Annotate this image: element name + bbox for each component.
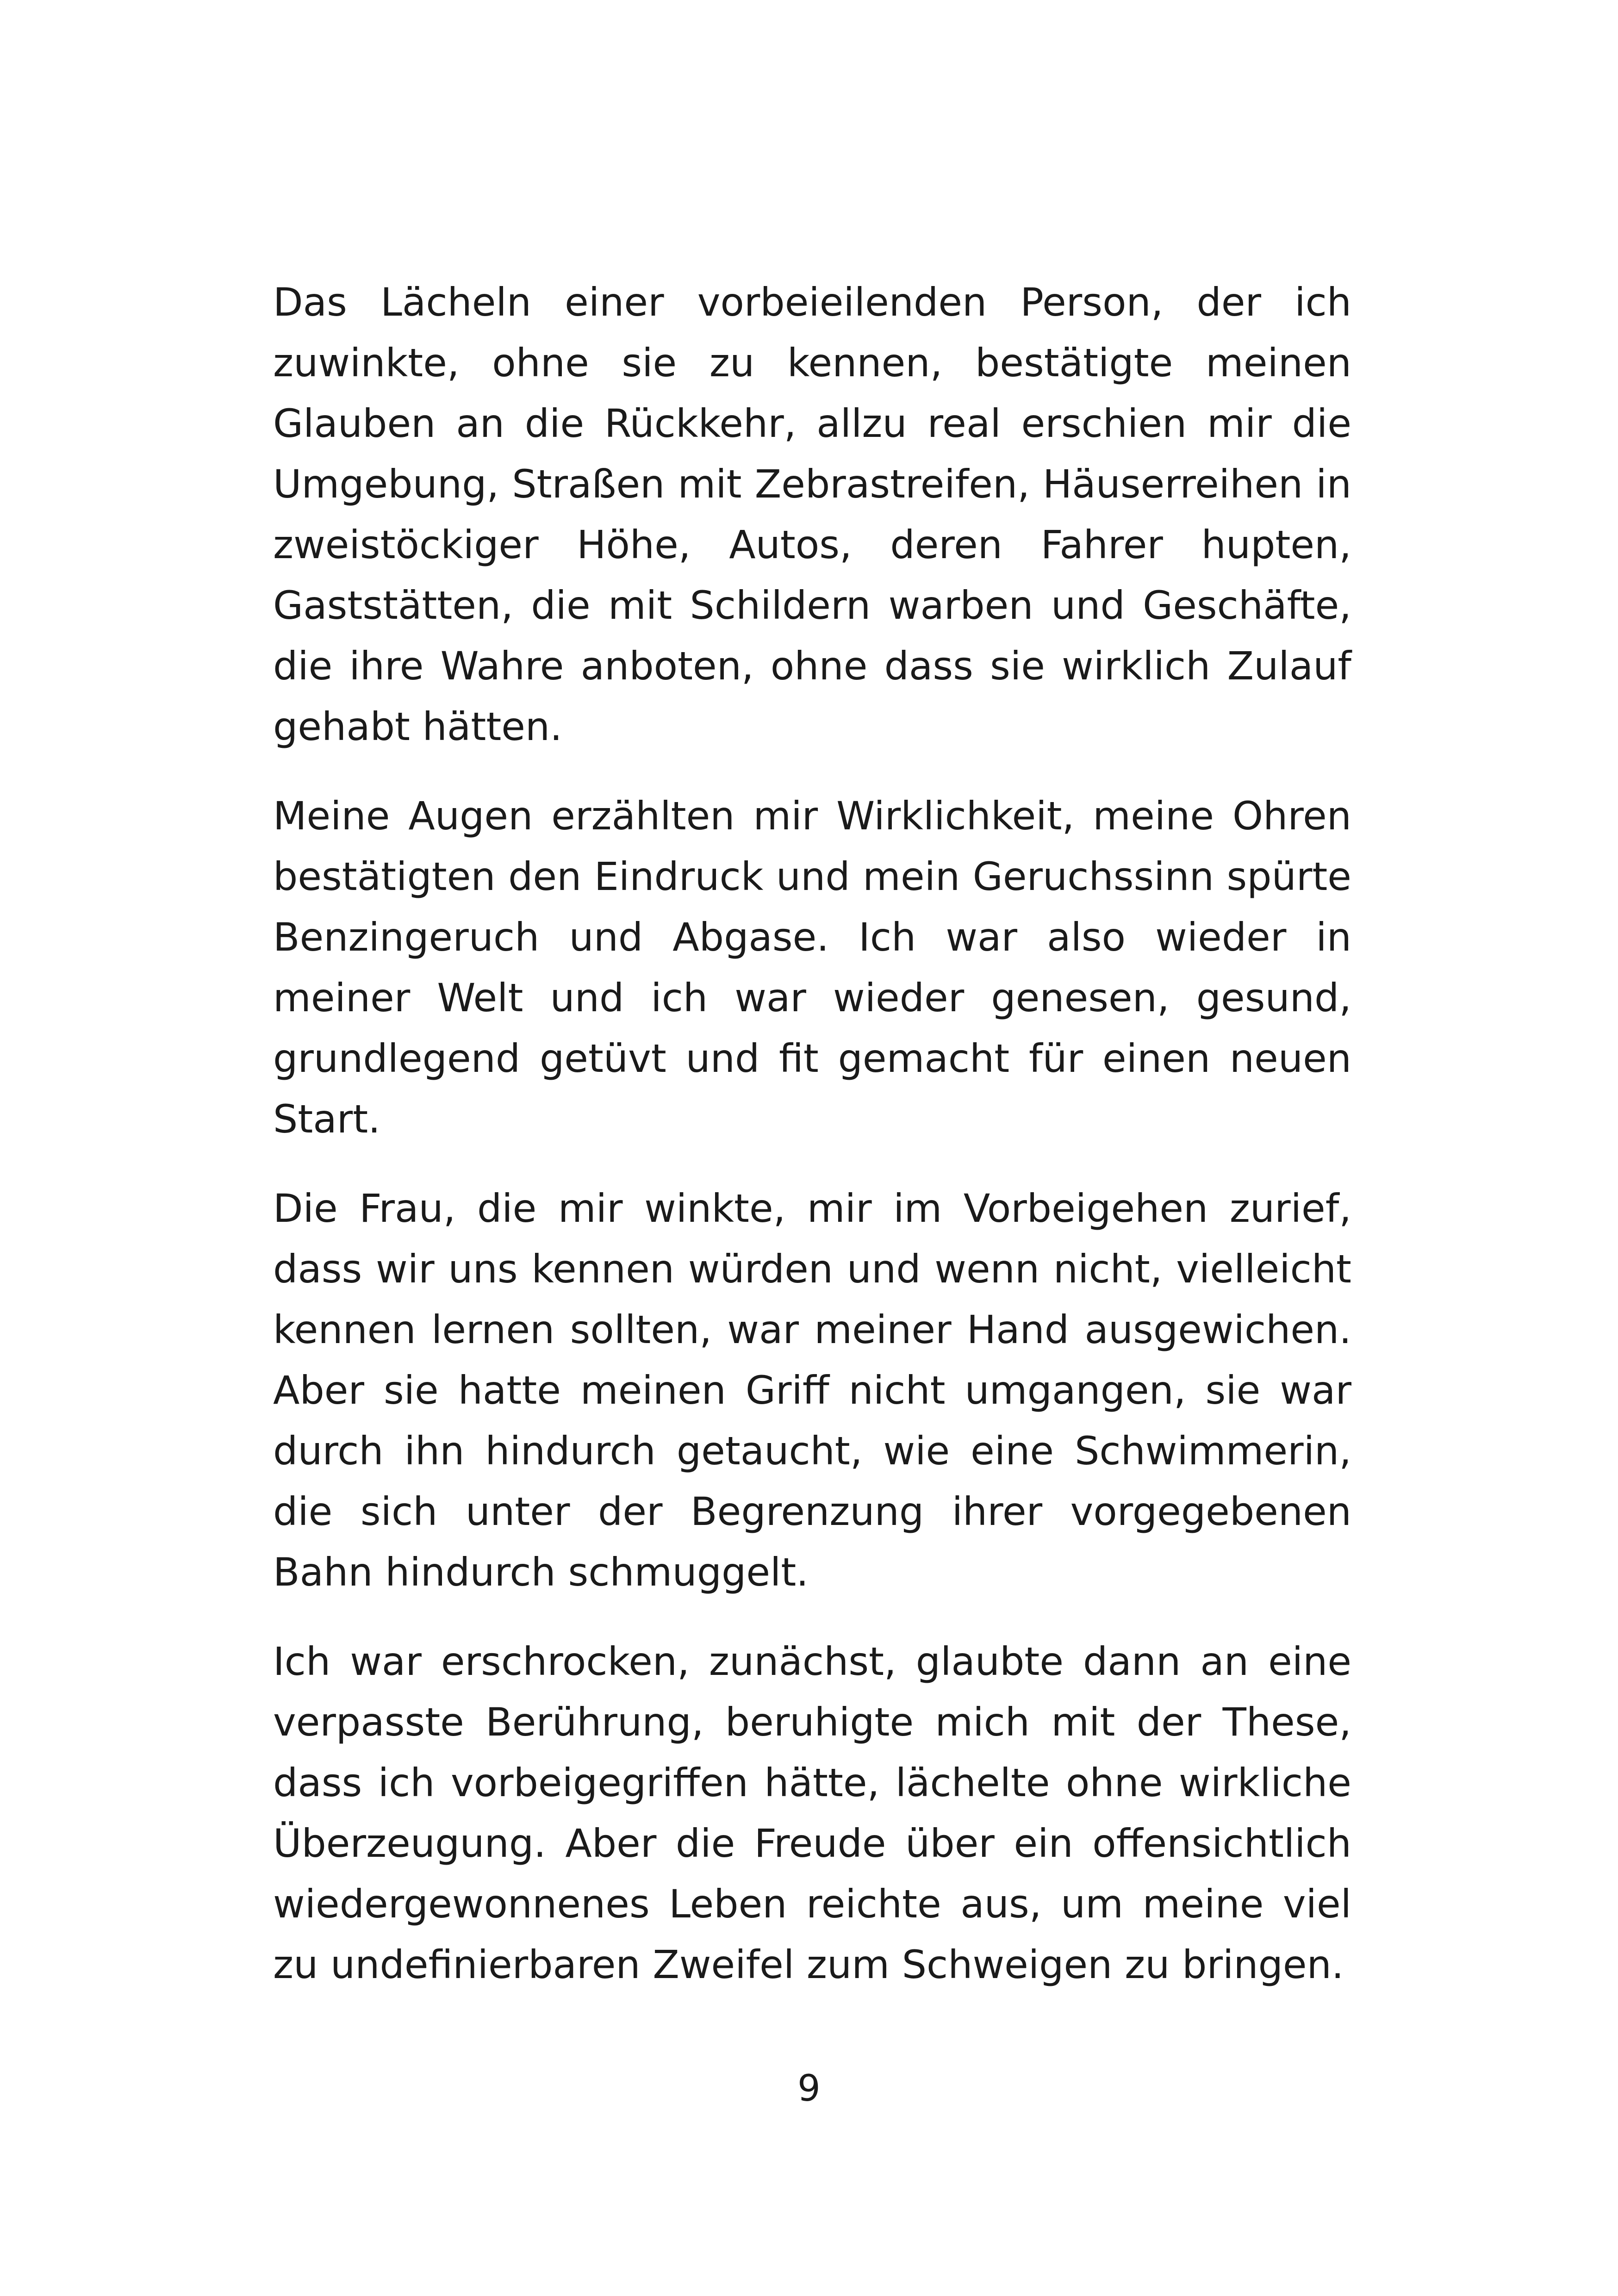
body-text xyxy=(273,272,1351,2024)
page-number: 9 xyxy=(797,2068,821,2109)
paragraph-1: Das Lächeln einer vorbeieilenden Person, der ich zuwinkte, ohne sie zu kennen, bestätigte meinen Glauben an die Rückkehr, allzu real erschien mir die Umgebung, Straßen mit Zebrastreifen, Häuserreihen in zweistöckiger Höhe, Autos, deren Fahrer hupten, Gaststätten, die mit Schildern warben und Geschäfte, die ihre Wahre anboten, ohne dass sie wirklich Zulauf gehabt hätten. xyxy=(273,280,1351,749)
paragraph-4: Ich war erschrocken, zunächst, glaubte dann an eine verpasste Berührung, beruhigte mich mit der These, dass ich vorbeigegriffen hätte, lächelte ohne wirkliche Überzeugung. Aber die Freude über ein offensichtlich wiedergewonnenes Leben reichte aus, um meine viel zu undefinierbaren Zweifel zum Schweigen zu bringen. xyxy=(273,1639,1351,1987)
paragraph-3: Die Frau, die mir winkte, mir im Vorbeigehen zurief, dass wir uns kennen würden und wenn nicht, vielleicht kennen lernen sollten, war meiner Hand ausgewichen. Aber sie hatte meinen Griff nicht umgangen, sie war durch ihn hindurch getaucht, wie eine Schwimmerin, die sich unter der Begrenzung ihrer vorgegebenen Bahn hindurch schmuggelt. xyxy=(273,1186,1351,1595)
paragraph-2: Meine Augen erzählten mir Wirklichkeit, meine Ohren bestätigten den Eindruck und mein Geruchssinn spürte Benzingeruch und Abgase. Ich war also wieder in meiner Welt und ich war wieder genesen, gesund, grundlegend getüvt und fit gemacht für einen neuen Start. xyxy=(273,793,1351,1142)
